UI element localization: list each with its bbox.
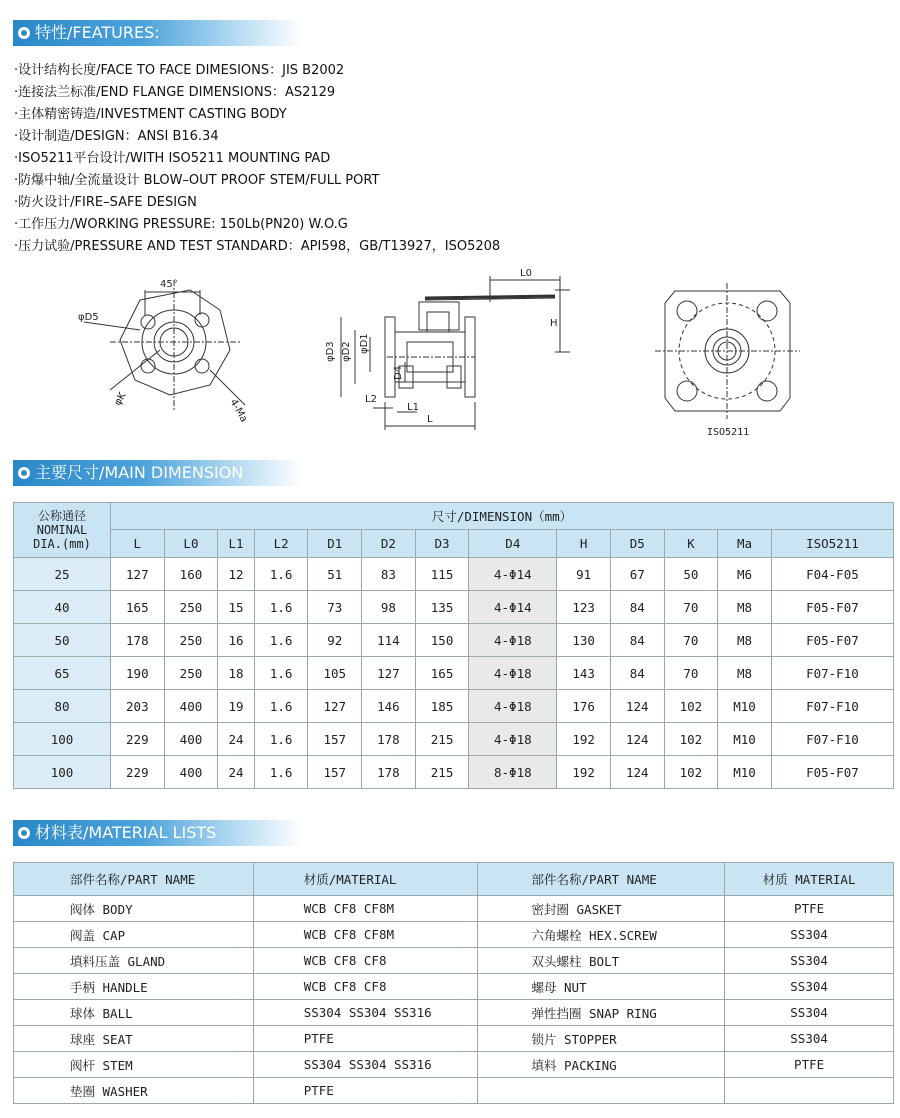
table-cell: 98 bbox=[362, 591, 416, 624]
dimension-header: 尺寸/DIMENSION（mm） bbox=[111, 503, 894, 530]
d5-label: φD5 bbox=[78, 312, 99, 323]
material-header-row bbox=[14, 863, 894, 896]
table-cell: F07-F10 bbox=[771, 657, 893, 690]
material-cell bbox=[477, 1078, 725, 1104]
table-cell: 203 bbox=[111, 690, 165, 723]
feature-item: ·工作压力/WORKING PRESSURE: 150Lb(PN20) W.O.G bbox=[14, 217, 348, 232]
table-cell: 150 bbox=[415, 624, 469, 657]
table-cell: 8-Φ18 bbox=[469, 756, 557, 789]
column-header: L1 bbox=[218, 530, 255, 558]
table-cell: 185 bbox=[415, 690, 469, 723]
table-cell: 4-Φ18 bbox=[469, 723, 557, 756]
material-cell: 阀体 BODY bbox=[14, 896, 254, 922]
table-cell: 4-Φ18 bbox=[469, 690, 557, 723]
table-cell: 73 bbox=[308, 591, 362, 624]
column-header: H bbox=[557, 530, 611, 558]
bullet-icon bbox=[18, 27, 30, 39]
material-cell: 双头螺柱 BOLT bbox=[477, 948, 725, 974]
column-header: K bbox=[664, 530, 718, 558]
column-header: L bbox=[111, 530, 165, 558]
table-cell: 16 bbox=[218, 624, 255, 657]
part-name-header: 部件名称/PART NAME bbox=[14, 863, 254, 896]
features-list bbox=[14, 60, 500, 258]
table-cell: 400 bbox=[164, 723, 218, 756]
nominal-header-unit: DIA.(mm) bbox=[33, 537, 91, 551]
material-row bbox=[14, 922, 894, 948]
features-title: 特性/FEATURES: bbox=[35, 23, 160, 42]
table-cell: 91 bbox=[557, 558, 611, 591]
d3-label: φD3 bbox=[325, 341, 336, 362]
table-cell: 130 bbox=[557, 624, 611, 657]
table-cell: 115 bbox=[415, 558, 469, 591]
table-cell: 123 bbox=[557, 591, 611, 624]
table-cell: 178 bbox=[111, 624, 165, 657]
table-cell: 50 bbox=[14, 624, 111, 657]
table-cell: 250 bbox=[164, 657, 218, 690]
table-cell: 4-Φ14 bbox=[469, 558, 557, 591]
table-cell: 70 bbox=[664, 657, 718, 690]
table-cell: 100 bbox=[14, 756, 111, 789]
material-cell: WCB CF8 CF8 bbox=[253, 948, 477, 974]
table-cell: 25 bbox=[14, 558, 111, 591]
feature-item: ·设计制造/DESIGN：ANSI B16.34 bbox=[14, 129, 219, 144]
table-row bbox=[14, 756, 894, 789]
table-cell: 400 bbox=[164, 690, 218, 723]
material-cell: SS304 bbox=[725, 1000, 894, 1026]
nominal-header-en: NOMINAL bbox=[36, 523, 88, 537]
table-cell: M8 bbox=[718, 624, 772, 657]
bullet-icon bbox=[18, 467, 30, 479]
l2-label: L2 bbox=[365, 394, 377, 405]
table-cell: 250 bbox=[164, 591, 218, 624]
table-cell: 84 bbox=[610, 657, 664, 690]
table-cell: 124 bbox=[610, 723, 664, 756]
material-cell bbox=[725, 1078, 894, 1104]
table-cell: 215 bbox=[415, 756, 469, 789]
table-cell: 165 bbox=[415, 657, 469, 690]
column-header: ISO5211 bbox=[771, 530, 893, 558]
table-cell: 40 bbox=[14, 591, 111, 624]
table-cell: 84 bbox=[610, 591, 664, 624]
table-cell: M10 bbox=[718, 690, 772, 723]
table-cell: 105 bbox=[308, 657, 362, 690]
table-cell: 1.6 bbox=[254, 558, 308, 591]
table-cell: F05-F07 bbox=[771, 624, 893, 657]
table-row bbox=[14, 624, 894, 657]
table-cell: 190 bbox=[111, 657, 165, 690]
material-cell: 阀杆 STEM bbox=[14, 1052, 254, 1078]
column-header: L0 bbox=[164, 530, 218, 558]
ma-label: 4-Ma bbox=[227, 397, 250, 425]
material-cell: PTFE bbox=[725, 896, 894, 922]
material-cell: SS304 bbox=[725, 948, 894, 974]
material-cell: 填料 PACKING bbox=[477, 1052, 725, 1078]
material-cell: PTFE bbox=[725, 1052, 894, 1078]
material-title: 材料表/MATERIAL LISTS bbox=[35, 823, 217, 842]
material-cell: 垫圈 WASHER bbox=[14, 1078, 254, 1104]
table-cell: 67 bbox=[610, 558, 664, 591]
material-cell: WCB CF8 CF8M bbox=[253, 896, 477, 922]
material-row bbox=[14, 1000, 894, 1026]
material-cell: SS304 SS304 SS316 bbox=[253, 1052, 477, 1078]
table-cell: 83 bbox=[362, 558, 416, 591]
table-cell: 229 bbox=[111, 756, 165, 789]
material-cell: 填料压盖 GLAND bbox=[14, 948, 254, 974]
material-table bbox=[13, 862, 894, 1104]
table-cell: 19 bbox=[218, 690, 255, 723]
angle-label: 45° bbox=[160, 279, 178, 290]
table-cell: 1.6 bbox=[254, 723, 308, 756]
table-cell: 4-Φ18 bbox=[469, 657, 557, 690]
table-cell: 157 bbox=[308, 756, 362, 789]
table-cell: M8 bbox=[718, 657, 772, 690]
table-cell: 24 bbox=[218, 723, 255, 756]
table-cell: 12 bbox=[218, 558, 255, 591]
main-dimension-section-header bbox=[13, 460, 303, 486]
table-header-row bbox=[14, 503, 894, 530]
material-cell: 六角螺栓 HEX.SCREW bbox=[477, 922, 725, 948]
table-cell: 65 bbox=[14, 657, 111, 690]
table-cell: 229 bbox=[111, 723, 165, 756]
material-cell: 密封圈 GASKET bbox=[477, 896, 725, 922]
material-cell: 螺母 NUT bbox=[477, 974, 725, 1000]
table-cell: 84 bbox=[610, 624, 664, 657]
table-cell: 50 bbox=[664, 558, 718, 591]
material-cell: SS304 bbox=[725, 1026, 894, 1052]
column-header: D5 bbox=[610, 530, 664, 558]
table-cell: 178 bbox=[362, 723, 416, 756]
material-section-header bbox=[13, 820, 303, 846]
table-cell: 157 bbox=[308, 723, 362, 756]
d2-label: φD2 bbox=[341, 341, 352, 362]
column-header: D3 bbox=[415, 530, 469, 558]
material-cell: SS304 bbox=[725, 922, 894, 948]
table-cell: 127 bbox=[111, 558, 165, 591]
table-cell: 102 bbox=[664, 690, 718, 723]
table-cell: 192 bbox=[557, 723, 611, 756]
material-cell: 弹性挡圈 SNAP RING bbox=[477, 1000, 725, 1026]
table-row bbox=[14, 723, 894, 756]
material-row bbox=[14, 948, 894, 974]
table-cell: 18 bbox=[218, 657, 255, 690]
column-header-row bbox=[14, 530, 894, 558]
table-cell: F07-F10 bbox=[771, 723, 893, 756]
table-cell: F04-F05 bbox=[771, 558, 893, 591]
table-cell: 114 bbox=[362, 624, 416, 657]
material-cell: SS304 SS304 SS316 bbox=[253, 1000, 477, 1026]
table-cell: 1.6 bbox=[254, 657, 308, 690]
table-cell: 165 bbox=[111, 591, 165, 624]
material-cell: 球座 SEAT bbox=[14, 1026, 254, 1052]
column-header: L2 bbox=[254, 530, 308, 558]
material-cell: 锁片 STOPPER bbox=[477, 1026, 725, 1052]
table-cell: M6 bbox=[718, 558, 772, 591]
material-cell: WCB CF8 CF8M bbox=[253, 922, 477, 948]
table-cell: 1.6 bbox=[254, 756, 308, 789]
material-row bbox=[14, 1078, 894, 1104]
material-row bbox=[14, 896, 894, 922]
table-cell: M10 bbox=[718, 756, 772, 789]
table-cell: F05-F07 bbox=[771, 756, 893, 789]
material-cell: PTFE bbox=[253, 1078, 477, 1104]
table-cell: 4-Φ14 bbox=[469, 591, 557, 624]
table-cell: 15 bbox=[218, 591, 255, 624]
table-cell: 143 bbox=[557, 657, 611, 690]
h-label: H bbox=[550, 318, 558, 329]
feature-item: ·防爆中轴/全流量设计 BLOW–OUT PROOF STEM/FULL PORT bbox=[14, 173, 380, 188]
table-cell: 146 bbox=[362, 690, 416, 723]
material-row bbox=[14, 974, 894, 1000]
column-header: D2 bbox=[362, 530, 416, 558]
table-cell: F07-F10 bbox=[771, 690, 893, 723]
table-cell: 80 bbox=[14, 690, 111, 723]
column-header: D1 bbox=[308, 530, 362, 558]
main-dimension-title: 主要尺寸/MAIN DIMENSION bbox=[35, 463, 244, 482]
material-cell: 球体 BALL bbox=[14, 1000, 254, 1026]
feature-item: ·压力试验/PRESSURE AND TEST STANDARD：API598，GB/T13927，ISO5208 bbox=[14, 239, 501, 254]
table-cell: 176 bbox=[557, 690, 611, 723]
table-cell: 102 bbox=[664, 756, 718, 789]
table-row bbox=[14, 591, 894, 624]
l0-label: L0 bbox=[520, 268, 532, 279]
table-cell: 127 bbox=[308, 690, 362, 723]
nominal-header-cn: 公称通径 bbox=[37, 509, 86, 523]
table-cell: 178 bbox=[362, 756, 416, 789]
table-cell: M8 bbox=[718, 591, 772, 624]
bullet-icon bbox=[18, 827, 30, 839]
table-row bbox=[14, 657, 894, 690]
flange-face-drawing bbox=[70, 270, 270, 440]
table-cell: 70 bbox=[664, 624, 718, 657]
material-header: 材质/MATERIAL bbox=[253, 863, 477, 896]
table-cell: F05-F07 bbox=[771, 591, 893, 624]
column-header: Ma bbox=[718, 530, 772, 558]
table-cell: 1.6 bbox=[254, 624, 308, 657]
table-cell: 24 bbox=[218, 756, 255, 789]
material-cell: SS304 bbox=[725, 974, 894, 1000]
material-cell: WCB CF8 CF8 bbox=[253, 974, 477, 1000]
table-cell: 400 bbox=[164, 756, 218, 789]
table-cell: 51 bbox=[308, 558, 362, 591]
table-cell: 160 bbox=[164, 558, 218, 591]
material-header-2: 材质 MATERIAL bbox=[725, 863, 894, 896]
material-row bbox=[14, 1026, 894, 1052]
table-cell: 135 bbox=[415, 591, 469, 624]
d4-label: D4 bbox=[393, 365, 404, 380]
iso5211-drawing bbox=[655, 283, 805, 443]
d1-label: φD1 bbox=[359, 333, 370, 354]
table-row bbox=[14, 690, 894, 723]
nominal-header bbox=[14, 503, 111, 558]
iso-label: ISO5211 bbox=[707, 427, 750, 438]
table-cell: 124 bbox=[610, 690, 664, 723]
table-cell: 100 bbox=[14, 723, 111, 756]
table-cell: 70 bbox=[664, 591, 718, 624]
table-cell: 92 bbox=[308, 624, 362, 657]
table-cell: 215 bbox=[415, 723, 469, 756]
features-section-header bbox=[13, 20, 303, 46]
table-cell: 250 bbox=[164, 624, 218, 657]
feature-item: ·主体精密铸造/INVESTMENT CASTING BODY bbox=[14, 107, 287, 122]
table-cell: 124 bbox=[610, 756, 664, 789]
feature-item: ·连接法兰标准/END FLANGE DIMENSIONS：AS2129 bbox=[14, 85, 336, 100]
table-cell: 1.6 bbox=[254, 591, 308, 624]
feature-item: ·设计结构长度/FACE TO FACE DIMESIONS：JIS B2002 bbox=[14, 63, 345, 78]
feature-item: ·ISO5211平台设计/WITH ISO5211 MOUNTING PAD bbox=[14, 151, 331, 166]
part-name-header-2: 部件名称/PART NAME bbox=[477, 863, 725, 896]
l-label: L bbox=[427, 414, 433, 425]
k-label: φK bbox=[112, 390, 129, 408]
material-cell: 手柄 HANDLE bbox=[14, 974, 254, 1000]
column-header: D4 bbox=[469, 530, 557, 558]
table-cell: M10 bbox=[718, 723, 772, 756]
l1-label: L1 bbox=[407, 402, 419, 413]
table-row bbox=[14, 558, 894, 591]
dimension-table bbox=[13, 502, 894, 789]
valve-side-drawing bbox=[315, 262, 575, 437]
material-cell: PTFE bbox=[253, 1026, 477, 1052]
material-row bbox=[14, 1052, 894, 1078]
table-cell: 127 bbox=[362, 657, 416, 690]
table-cell: 4-Φ18 bbox=[469, 624, 557, 657]
table-cell: 1.6 bbox=[254, 690, 308, 723]
table-cell: 102 bbox=[664, 723, 718, 756]
feature-item: ·防火设计/FIRE–SAFE DESIGN bbox=[14, 195, 197, 210]
table-cell: 192 bbox=[557, 756, 611, 789]
material-cell: 阀盖 CAP bbox=[14, 922, 254, 948]
